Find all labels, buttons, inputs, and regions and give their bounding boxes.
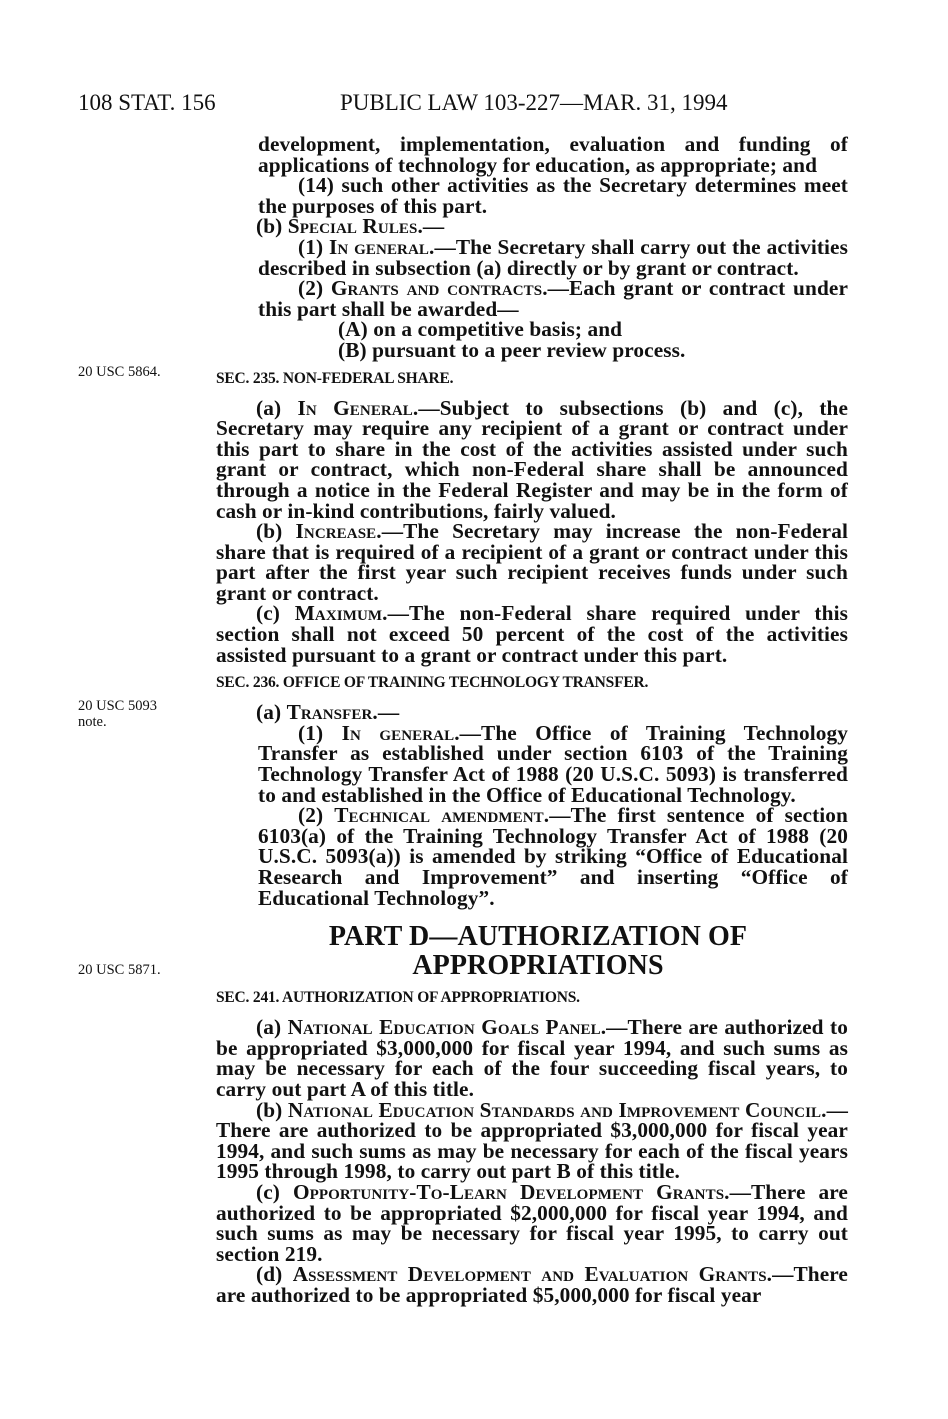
subsection-b-number: (b) (256, 214, 288, 239)
section-241-a-number: (a) (256, 1015, 288, 1040)
section-241-a-text: .—There are authorized to be appropriated $3,000,000 for fiscal year 1994, and such sums as may be necessary for each of the four succeeding fiscal years, to carry out part A of this title. (216, 1015, 848, 1101)
paragraph-b1-number: (1) (298, 234, 329, 259)
continued-block (216, 134, 848, 216)
section-235-subsection-a (216, 395, 849, 523)
section-236-a-heading: Transfer (286, 700, 373, 725)
section-241-subsection-a (216, 1017, 848, 1099)
section-236-subsection-a (216, 702, 848, 723)
paragraph-b2-number: (2) (298, 276, 331, 301)
section-241-subsection-c (216, 1179, 848, 1266)
subsection-b-special-rules (216, 216, 848, 237)
subsection-b-dash: .— (417, 214, 445, 239)
section-236-2-number: (2) (298, 803, 335, 828)
margin-note-sec241: 20 USC 5871. (78, 962, 161, 978)
section-241-subsection-d (216, 1264, 848, 1305)
section-235-c-number: (c) (256, 601, 295, 626)
section-235-a-text: .—Subject to subsections (b) and (c), the Secretary may require any recipient of a grant or contract under this part to share in the cost of the activities assisted under such grant or contract, which non-Federal share shall be announced through a notice in the Federal Register and may be in the form of cash or in-kind contributions, fairly valued. (216, 395, 849, 523)
section-241-a-heading: National Education Goals Panel (287, 1015, 601, 1040)
section-241-b-number: (b) (256, 1097, 288, 1122)
section-236-a-dash: .— (372, 700, 400, 725)
paragraph-b2 (258, 278, 848, 319)
public-law-citation: PUBLIC LAW 103-227—MAR. 31, 1994 (340, 90, 728, 115)
margin-note-sec235: 20 USC 5864. (78, 364, 161, 380)
part-d-heading-line2: APPROPRIATIONS (412, 950, 664, 982)
section-241-c-heading: Opportunity-To-Learn Development Grants (292, 1179, 725, 1204)
section-235-c-heading: Maximum (294, 601, 383, 626)
section-235-subsection-c (216, 603, 848, 665)
section-241-b-heading: National Education Standards and Improvement Council (287, 1097, 822, 1122)
paragraph-13-continued: development, implementation, evaluation and funding of applications of technology for education, as appropriate; and (258, 132, 848, 177)
section-235-b-text: .—The Secretary may increase the non-Federal share that is required of a recipient of a grant or contract under this part after the first year such recipient receives funds under such grant or contract. (216, 519, 848, 605)
section-236-2-heading: Technical amendment (334, 803, 544, 828)
section-241-d-text: .—There are authorized to be appropriated $5,000,000 for fiscal year (216, 1262, 848, 1307)
section-235-heading: SEC. 235. NON-FEDERAL SHARE. (216, 369, 454, 387)
paragraph-b2-text: .—Each grant or contract under this part shall be awarded— (258, 276, 848, 321)
section-235-subsection-b (216, 521, 848, 603)
section-241-d-number: (d) (256, 1262, 293, 1287)
section-236-paragraph-2 (258, 805, 848, 908)
section-236-2-text: .—The first sentence of section 6103(a) of the Training Technology Transfer Act of 1988 (20 U.S.C. 5093(a)) is amended by striking “Office of Educational Research and Improvement” and inserting “Office of Educational Technology”. (258, 803, 848, 910)
part-d-heading-line1: PART D—AUTHORIZATION OF (328, 921, 748, 953)
paragraph-b1 (258, 234, 848, 280)
transfer-block (216, 720, 848, 910)
body-text (216, 134, 848, 1306)
section-241-subsection-b (216, 1097, 848, 1184)
section-235-c-text: .—The non-Federal share required under this section shall not exceed 50 percent of the cost of the activities assisted pursuant to a grant or contract under this part. (216, 601, 848, 667)
section-235-b-heading: Increase (295, 519, 377, 544)
clause-B: (B) pursuant to a peer review process. (338, 337, 686, 362)
section-235-a-number: (a) (256, 395, 298, 420)
section-236-1-heading: In general (341, 720, 455, 745)
section-235-b-number: (b) (256, 519, 296, 544)
section-241-d-heading: Assessment Development and Evaluation Grants (292, 1262, 767, 1287)
section-236-heading: SEC. 236. OFFICE OF TRAINING TECHNOLOGY TRANSFER. (216, 674, 649, 692)
section-236-1-text: .—The Office of Training Technology Transfer as established under section 6103 of the Training Technology Transfer Act of 1988 (20 U.S.C. 5093) is transferred to and established in the Office of Educational Technology. (258, 720, 848, 807)
section-236-1-number: (1) (298, 720, 342, 745)
statute-page-number: 108 STAT. 156 (78, 90, 216, 115)
section-241-c-text: .—There are authorized to be appropriated $2,000,000 for fiscal year 1994, and such sums as may be necessary for fiscal year 1995, to carry out section 219. (216, 1179, 848, 1266)
part-d-heading (216, 922, 848, 980)
section-236-a-number: (a) (256, 700, 287, 725)
subsection-b-heading: Special Rules (287, 214, 418, 239)
section-235-a-heading: In General (297, 395, 413, 420)
margin-note-sec236-line1: 20 USC 5093 (78, 698, 157, 714)
paragraph-b1-heading: In general (328, 234, 430, 259)
clause-A: (A) on a competitive basis; and (338, 317, 623, 342)
section-241-c-number: (c) (256, 1179, 293, 1204)
special-rules-block (216, 234, 848, 362)
section-241-b-text: .—There are authorized to be appropriated $3,000,000 for fiscal year 1994, and such sums as may be necessary for each of the fiscal years 1995 through 1998, to carry out part B of this title. (216, 1097, 848, 1184)
paragraph-14: (14) such other activities as the Secretary determines meet the purposes of this part. (258, 173, 848, 218)
margin-note-sec236 (78, 698, 188, 730)
section-241-heading: SEC. 241. AUTHORIZATION OF APPROPRIATIONS. (216, 989, 580, 1007)
paragraph-b1-text: .—The Secretary shall carry out the activities described in subsection (a) directly or by grant or contract. (258, 234, 848, 280)
section-236-paragraph-1 (258, 720, 848, 807)
paragraph-b2-heading: Grants and contracts (330, 276, 543, 301)
margin-note-sec236-line2: note. (78, 714, 107, 730)
